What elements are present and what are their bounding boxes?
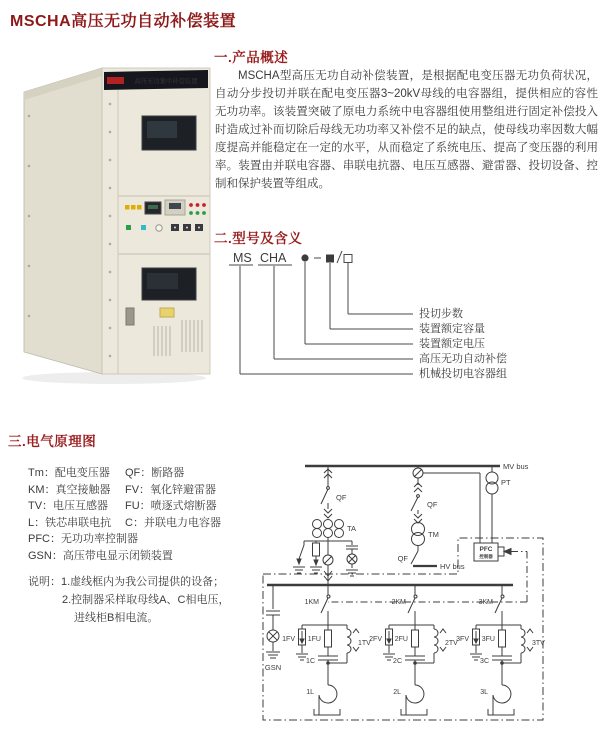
label-1l: 1L — [306, 689, 314, 696]
label-1tv: 1TV — [358, 640, 371, 647]
abbr-row — [28, 515, 221, 532]
transformer-branch — [411, 466, 480, 566]
notes-block — [28, 573, 229, 627]
abbreviation-list — [28, 465, 221, 564]
label-gsn: GSN — [264, 663, 282, 672]
label-qf-transformer: QF — [427, 500, 438, 509]
top-window-glass — [147, 121, 177, 138]
circuit-diagram — [230, 447, 600, 739]
abbr-fu: FU：喷逐式熔断器 — [125, 500, 217, 512]
abbr-km: KM：真空接触器 — [28, 483, 111, 496]
model-label-compensation: 高压无功自动补偿 — [419, 353, 507, 365]
abbr-row — [28, 548, 221, 565]
label-2fv: 2FV — [369, 636, 382, 643]
label-3tv: 3TV — [532, 640, 545, 647]
cabinet-side-panel — [24, 68, 102, 374]
label-2fu: 2FU — [394, 636, 408, 643]
abbr-row — [28, 482, 221, 499]
label-2tv: 2TV — [445, 640, 458, 647]
label-1fu: 1FU — [307, 636, 321, 643]
label-3km: 3KM — [478, 599, 493, 606]
label-1km: 1KM — [304, 599, 319, 606]
cabinet-photo — [14, 56, 212, 388]
model-part2: CHA — [260, 251, 287, 265]
page-title: MSCHA高压无功自动补偿装置 — [10, 13, 237, 30]
abbr-gsn: GSN：高压带电显示闭锁装置 — [28, 549, 173, 562]
model-code-diagram — [215, 248, 595, 388]
label-pfc: PFC — [479, 546, 493, 553]
model-label-voltage: 装置额定电压 — [419, 338, 485, 350]
cabinet-logo — [107, 77, 124, 84]
door-handle — [126, 308, 134, 325]
warning-label — [160, 308, 174, 317]
label-pfc-sub: 控制器 — [479, 554, 493, 559]
label-tm: TM — [428, 530, 439, 539]
pt-branch — [486, 466, 498, 543]
abbr-row — [28, 531, 221, 548]
model-part1: MS — [233, 251, 252, 265]
label-3c: 3C — [480, 658, 489, 665]
label-2c: 2C — [393, 658, 402, 665]
label-hv-bus: HV bus — [440, 562, 465, 571]
cabinet-nameplate: 高压无功集中补偿装置 — [134, 78, 198, 85]
bottom-window-glass — [147, 273, 178, 289]
abbr-pfc: PFC：无功功率控制器 — [28, 533, 138, 545]
abbr-row — [28, 498, 221, 515]
model-filled-square-symbol — [326, 255, 334, 263]
gsn-branch — [266, 585, 280, 658]
label-qf-incoming: QF — [336, 493, 347, 502]
label-3l: 3L — [480, 689, 488, 696]
model-label-steps: 投切步数 — [419, 308, 463, 320]
section1-paragraph: MSCHA型高压无功自动补偿装置，是根据配电变压器无功负荷状况，自动分步投切并联在配电变压器3~20kV母线的电容器组，提供相应的容性无功功率。该装置突破了原电力系统中电容器组使用整组进行固定补偿投入时造成过补而切除后母线无功功率又补偿不足的缺点，使母线功率因数大幅度提高并能稳定在一定的水平，从而稳定了系统电压、提高了变压器的利用率。装置由并联电容器、串联电抗器、电压互感器、避雷器、投切设备、控制和保护装置等组成。 — [215, 70, 598, 190]
note-line-2: 2.控制器采样取母线A、C相电压， — [62, 594, 230, 606]
label-3fu: 3FU — [481, 636, 495, 643]
model-code-lines — [229, 251, 413, 374]
label-pt: PT — [501, 478, 511, 487]
model-dot-symbol — [301, 254, 308, 261]
label-mv-bus: MV bus — [503, 462, 529, 471]
abbr-tv: TV：电压互感器 — [28, 500, 109, 512]
section1-heading: 一.产品概述 — [214, 50, 289, 65]
pfc-controller — [328, 543, 527, 602]
model-label-capacitor-bank: 机械投切电容器组 — [419, 368, 507, 380]
label-3fv: 3FV — [456, 636, 469, 643]
label-1fv: 1FV — [282, 636, 295, 643]
note-line-1: 说明：1.虚线框内为我公司提供的设备； — [28, 576, 225, 588]
abbr-fv: FV：氧化锌避雷器 — [125, 483, 217, 496]
label-2l: 2L — [393, 689, 401, 696]
label-ta: TA — [347, 524, 357, 533]
section2-heading: 二.型号及含义 — [214, 231, 303, 246]
abbr-l: L：铁芯串联电抗 — [28, 516, 112, 529]
abbr-c: C：并联电力电容器 — [125, 516, 221, 529]
section3-heading: 三.电气原理图 — [8, 434, 97, 449]
label-2km: 2KM — [391, 599, 406, 606]
label-1c: 1C — [306, 658, 315, 665]
label-qf-hv: QF — [397, 554, 408, 563]
model-label-capacity: 装置额定容量 — [419, 323, 485, 335]
note-line-3: 进线柜B相电流。 — [74, 612, 159, 624]
abbr-qf: QF：断路器 — [125, 467, 185, 479]
abbr-tm: Tm：配电变压器 — [28, 467, 110, 479]
abbr-row — [28, 465, 221, 482]
